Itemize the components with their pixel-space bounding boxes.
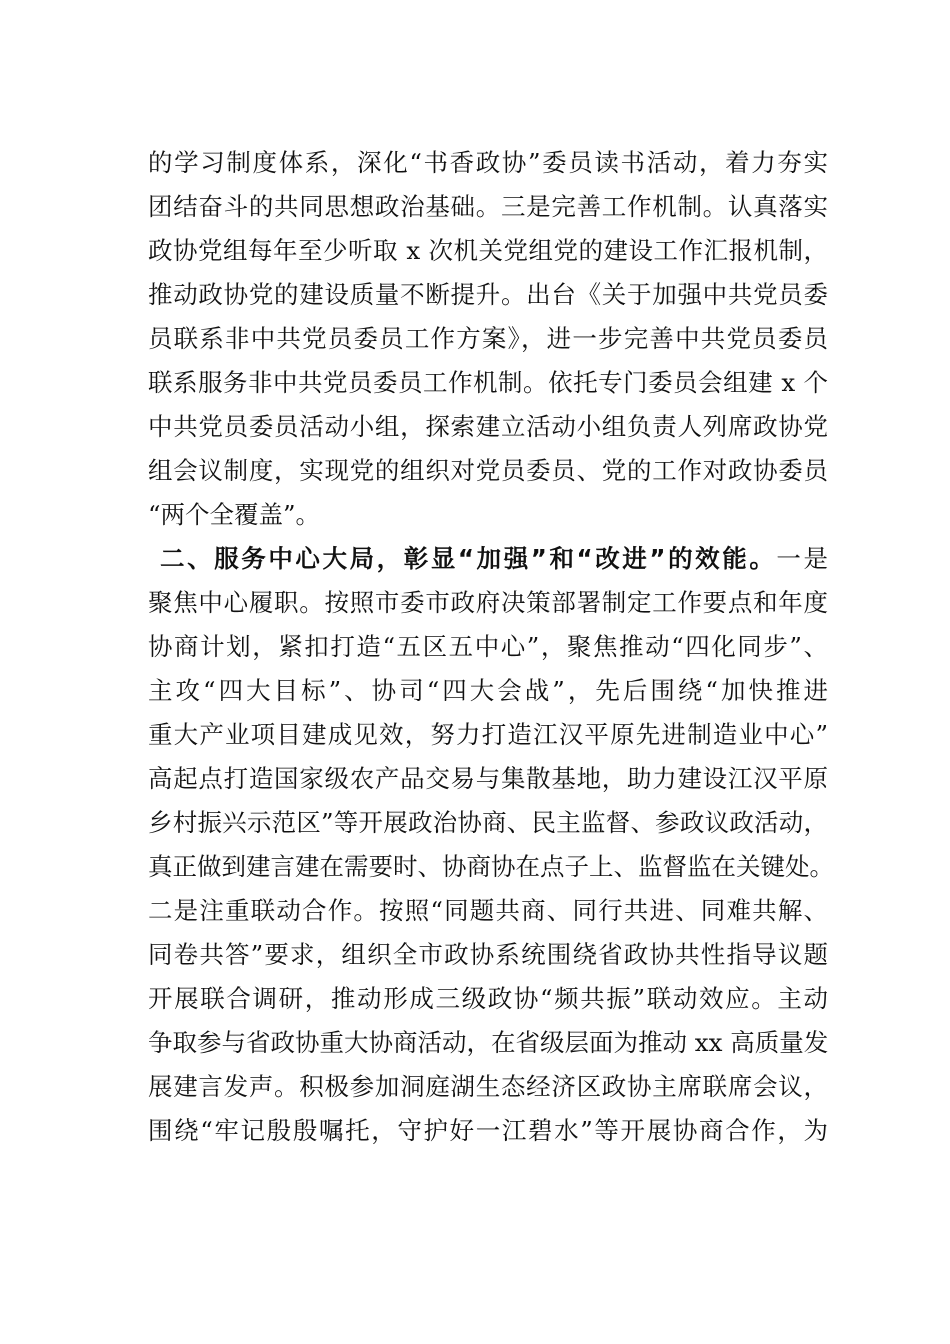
text-line: 政协党组每年至少听取 x 次机关党组党的建设工作汇报机制， (148, 236, 828, 265)
text-line: 组会议制度，实现党的组织对党员委员、党的工作对政协委员 (148, 456, 828, 485)
text-line: 主攻“四大目标”、协司“四大会战”，先后围绕“加快推进 (148, 676, 828, 705)
text-line: 协商计划，紧扣打造“五区五中心”，聚焦推动“四化同步”、 (148, 632, 828, 661)
text-line: 员联系非中共党员委员工作方案》，进一步完善中共党员委员 (148, 324, 828, 353)
text-line: 真正做到建言建在需要时、协商协在点子上、监督监在关键处。 (148, 852, 834, 881)
text-line: “两个全覆盖”。 (148, 500, 321, 529)
text-line: 展建言发声。积极参加洞庭湖生态经济区政协主席联席会议， (148, 1072, 828, 1101)
text-line: 高起点打造国家级农产品交易与集散基地，助力建设江汉平原 (148, 764, 828, 793)
section-heading: 二、服务中心大局，彰显“加强”和“改进”的效能。 (160, 544, 777, 573)
text-line: 重大产业项目建成见效，努力打造江汉平原先进制造业中心” (148, 720, 828, 749)
text-line: 开展联合调研，推动形成三级政协“频共振”联动效应。主动 (148, 984, 828, 1013)
text-line: 团结奋斗的共同思想政治基础。三是完善工作机制。认真落实 (148, 192, 828, 221)
text-line: 二是注重联动合作。按照“同题共商、同行共进、同难共解、 (148, 896, 828, 925)
text-line: 的学习制度体系，深化“书香政协”委员读书活动，着力夯实 (148, 148, 828, 177)
text-line: 乡村振兴示范区”等开展政治协商、民主监督、参政议政活动， (148, 808, 828, 837)
text-line-rest: 一是 (776, 544, 829, 573)
body-text (148, 141, 834, 1153)
text-line: 中共党员委员活动小组，探索建立活动小组负责人列席政协党 (148, 412, 828, 441)
text-line: 同卷共答”要求，组织全市政协系统围绕省政协共性指导议题 (148, 940, 828, 969)
text-line: 聚焦中心履职。按照市委市政府决策部署制定工作要点和年度 (148, 588, 828, 617)
text-line: 围绕“牢记殷殷嘱托，守护好一江碧水”等开展协商合作，为 (148, 1116, 828, 1145)
text-line: 联系服务非中共党员委员工作机制。依托专门委员会组建 x 个 (148, 368, 828, 397)
section-heading-line (148, 537, 828, 581)
text-line: 争取参与省政协重大协商活动，在省级层面为推动 xx 高质量发 (148, 1028, 829, 1057)
text-line: 推动政协党的建设质量不断提升。出台《关于加强中共党员委 (148, 280, 828, 309)
